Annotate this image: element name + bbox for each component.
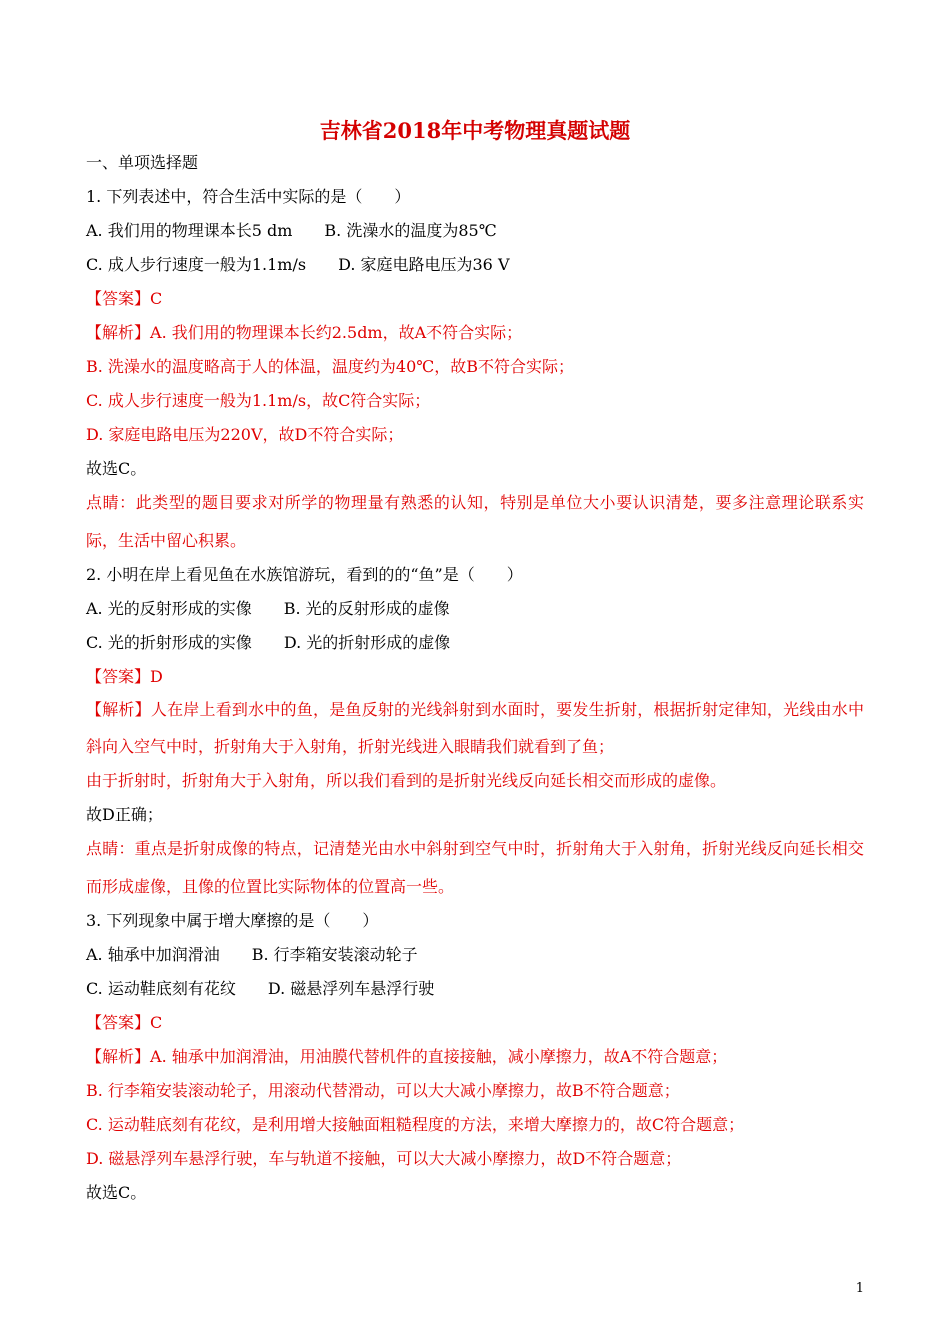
q1-stem: 1. 下列表述中，符合生活中实际的是（ ）	[86, 187, 411, 206]
q2-answer: 【答案】D	[86, 667, 163, 686]
q3-answer: 【答案】C	[86, 1013, 163, 1032]
q2-analysis-line1: 【解析】人在岸上看到水中的鱼，是鱼反射的光线斜射到水面时，要发生折射，根据折射定律知，光线由水中	[86, 700, 864, 719]
q3-analysis-a: 【解析】A. 轴承中加润滑油，用油膜代替机件的直接接触，减小摩擦力，故A不符合题意；	[86, 1047, 728, 1066]
q2-analysis-line2: 斜向入空气中时，折射角大于入射角，折射光线进入眼睛我们就看到了鱼；	[86, 737, 615, 756]
q3-options-cd: C. 运动鞋底刻有花纹 D. 磁悬浮列车悬浮行驶	[86, 979, 435, 998]
q1-options-cd: C. 成人步行速度一般为1.1m/s D. 家庭电路电压为36 V	[86, 255, 510, 274]
q1-tip-line1: 点睛：此类型的题目要求对所学的物理量有熟悉的认知，特别是单位大小要认识清楚，要多注意理论联系实	[86, 493, 864, 512]
q3-options-ab: A. 轴承中加润滑油 B. 行李箱安装滚动轮子	[86, 945, 418, 964]
q2-analysis-line3: 由于折射时，折射角大于入射角，所以我们看到的是折射光线反向延长相交而形成的虚像。	[86, 771, 727, 790]
q1-options-ab: A. 我们用的物理课本长5 dm B. 洗澡水的温度为85℃	[86, 221, 497, 240]
q3-stem: 3. 下列现象中属于增大摩擦的是（ ）	[86, 911, 379, 930]
q1-analysis-b: B. 洗澡水的温度略高于人的体温，温度约为40℃，故B不符合实际；	[86, 357, 574, 376]
analysis-label: 【解析】	[86, 1047, 151, 1066]
q1-analysis-d: D. 家庭电路电压为220V，故D不符合实际；	[86, 425, 404, 444]
q1-conclusion: 故选C。	[86, 459, 147, 478]
document-title: 吉林省2018年中考物理真题试题	[319, 118, 631, 143]
q1-analysis-c: C. 成人步行速度一般为1.1m/s，故C符合实际；	[86, 391, 431, 410]
q2-stem: 2. 小明在岸上看见鱼在水族馆游玩，看到的的“鱼”是（ ）	[86, 565, 523, 584]
q2-tip-line1: 点睛：重点是折射成像的特点，记清楚光由水中斜射到空气中时，折射角大于入射角，折射光线反向延长相交	[86, 839, 864, 858]
q1-analysis-a: 【解析】A. 我们用的物理课本长约2.5dm，故A不符合实际；	[86, 323, 523, 342]
q1-answer: 【答案】C	[86, 289, 163, 308]
analysis-label: 【解析】	[86, 323, 151, 342]
page-number: 1	[855, 1281, 864, 1296]
q2-conclusion: 故D正确；	[86, 805, 163, 824]
q2-tip-line2: 而形成虚像，且像的位置比实际物体的位置高一些。	[86, 877, 455, 896]
q3-analysis-c: C. 运动鞋底刻有花纹，是利用增大接触面粗糙程度的方法，来增大摩擦力的，故C符合题意；	[86, 1115, 745, 1134]
q3-analysis-d: D. 磁悬浮列车悬浮行驶，车与轨道不接触，可以大大减小摩擦力，故D不符合题意；	[86, 1149, 682, 1168]
q3-conclusion: 故选C。	[86, 1183, 147, 1202]
section-heading: 一、单项选择题	[86, 153, 199, 172]
q2-options-ab: A. 光的反射形成的实像 B. 光的反射形成的虚像	[86, 599, 450, 618]
q1-tip-line2: 际，生活中留心积累。	[86, 531, 247, 550]
analysis-label: 【解析】	[86, 700, 151, 719]
q3-analysis-b: B. 行李箱安装滚动轮子，用滚动代替滑动，可以大大减小摩擦力，故B不符合题意；	[86, 1081, 680, 1100]
q2-options-cd: C. 光的折射形成的实像 D. 光的折射形成的虚像	[86, 633, 451, 652]
